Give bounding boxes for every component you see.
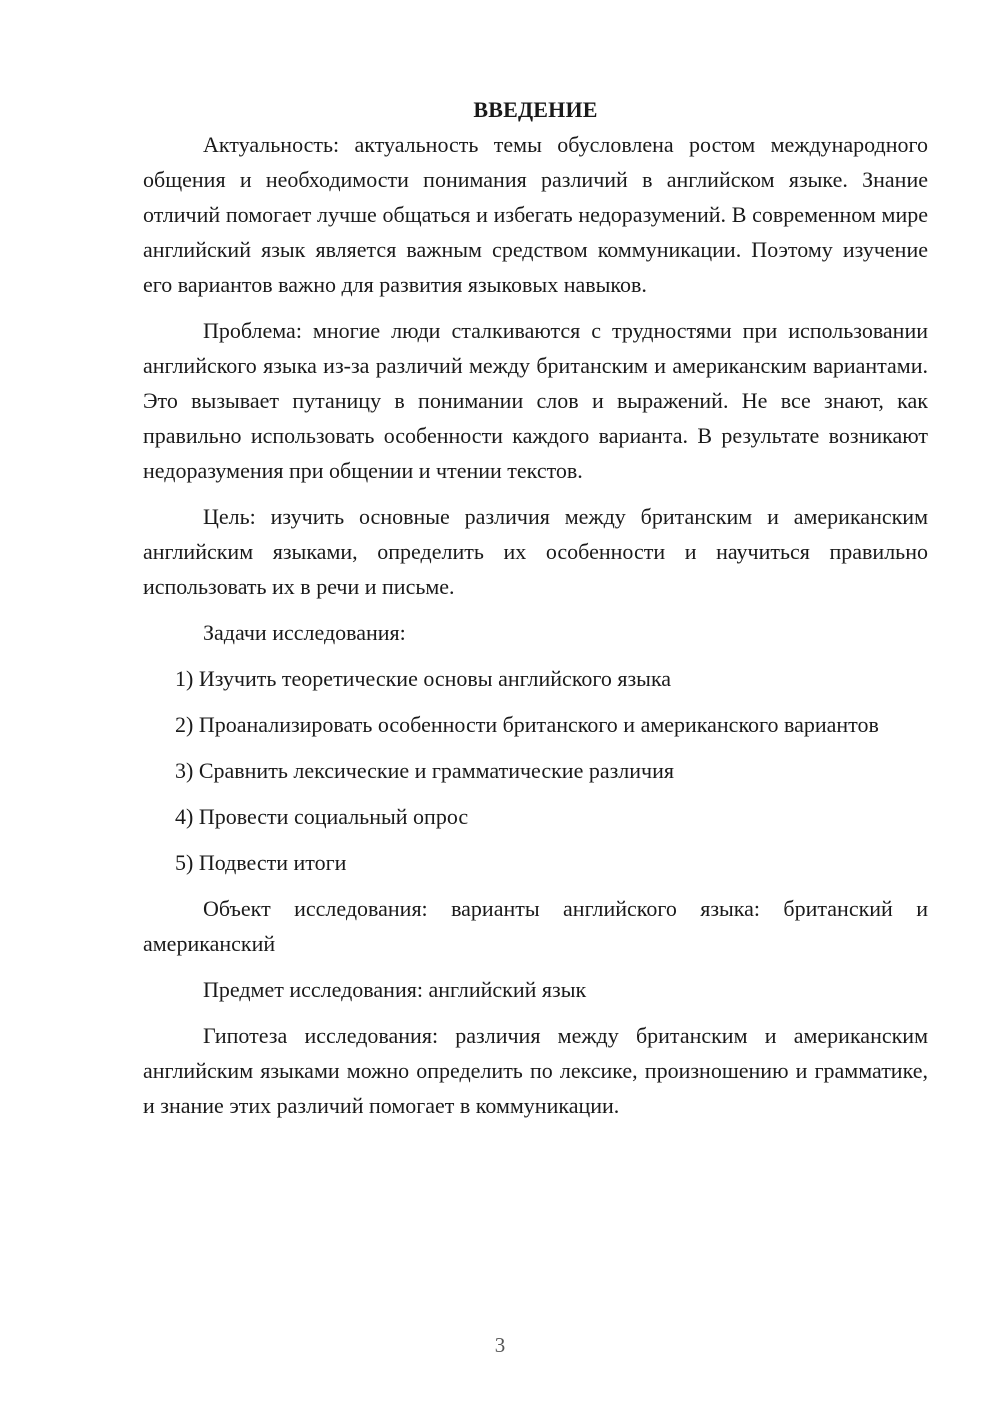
subject-paragraph: Предмет исследования: английский язык [203, 977, 587, 1002]
page-heading: ВВЕДЕНИЕ [473, 97, 598, 122]
goal-paragraph: Цель: изучить основные различия между британским и американским английским языками, определить их особенности и научиться правильно использовать их в речи и письме. [143, 504, 928, 599]
task-item-4: 4) Провести социальный опрос [175, 804, 469, 829]
page-number: 3 [494, 1333, 506, 1357]
relevance-paragraph: Актуальность: актуальность темы обусловлена ростом международного общения и необходимости понимания различий в английском языке. Знание отличий помогает лучше общаться и избегать недоразумений. В современном мире английский язык является важным средством коммуникации. Поэтому изучение его вариантов важно для развития языковых навыков. [143, 132, 928, 297]
task-item-2: 2) Проанализировать особенности британского и американского вариантов [175, 712, 879, 737]
object-paragraph: Объект исследования: варианты английского языка: британский и американский [143, 896, 928, 956]
document-page [143, 92, 928, 1123]
tasks-title: Задачи исследования: [203, 620, 406, 645]
task-item-1: 1) Изучить теоретические основы английского языка [175, 666, 672, 691]
task-item-3: 3) Сравнить лексические и грамматические различия [175, 758, 675, 783]
task-item-5: 5) Подвести итоги [175, 850, 347, 875]
problem-paragraph: Проблема: многие люди сталкиваются с трудностями при использовании английского языка из-за различий между британским и американским вариантами. Это вызывает путаницу в понимании слов и выражений. Не все знают, как правильно использовать особенности каждого варианта. В результате возникают недоразумения при общении и чтении текстов. [143, 318, 928, 483]
hypothesis-paragraph: Гипотеза исследования: различия между британским и американским английским языками можно определить по лексике, произношению и грамматике, и знание этих различий помогает в коммуникации. [143, 1023, 928, 1118]
